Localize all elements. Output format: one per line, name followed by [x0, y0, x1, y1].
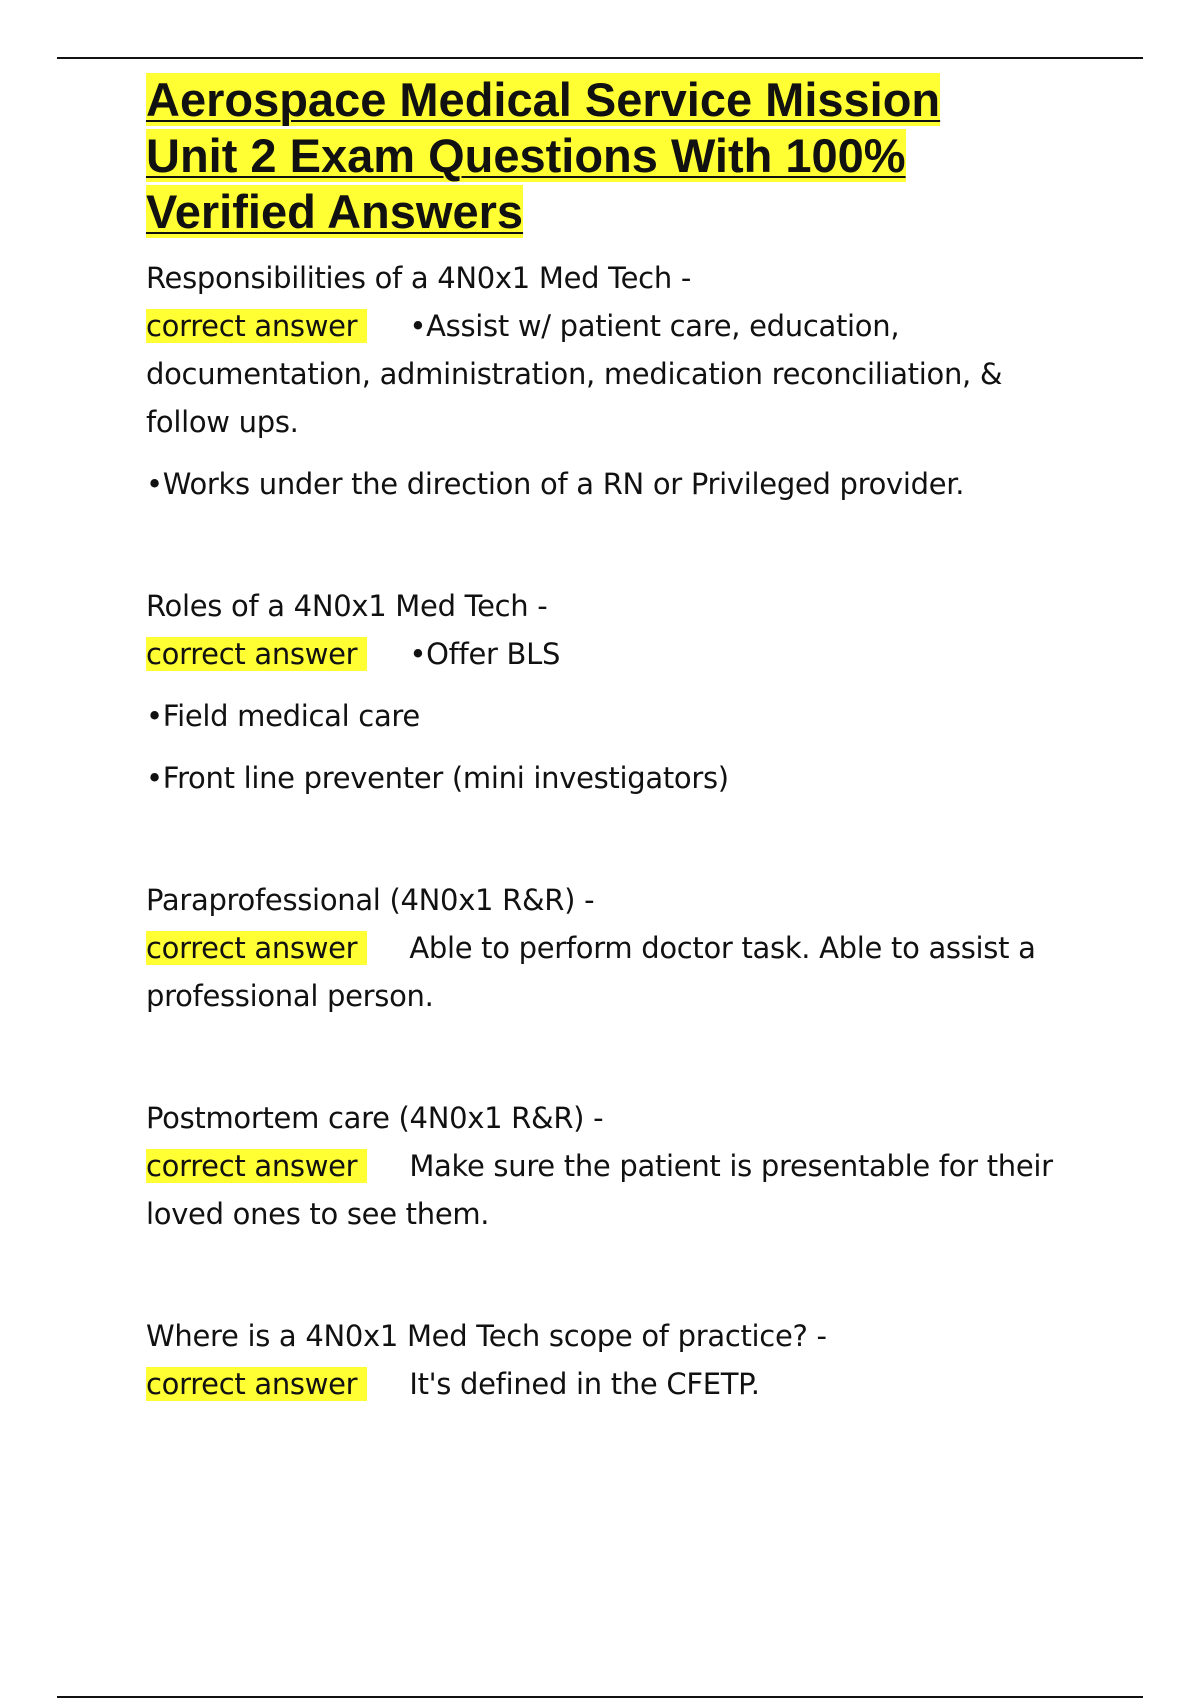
top-rule	[57, 57, 1143, 59]
correct-answer-label: correct answer	[146, 1367, 367, 1401]
qa-block-postmortem-care	[146, 1094, 1086, 1238]
answer-text: Make sure the patient is presentable for their loved ones to see them.	[146, 1149, 1053, 1231]
qa-block-paraprofessional	[146, 876, 1086, 1020]
question-text: Paraprofessional (4N0x1 R&R) -	[146, 883, 595, 917]
correct-answer-label: correct answer	[146, 1149, 367, 1183]
correct-answer-label: correct answer	[146, 637, 367, 671]
answer-text: Able to perform doctor task. Able to assist a professional person.	[146, 931, 1036, 1013]
title-line-1: Aerospace Medical Service Mission	[146, 73, 941, 126]
answer-text: •Assist w/ patient care, education, documentation, administration, medication reconciliation, & follow ups.	[146, 309, 1003, 439]
answer-bullet: •Works under the direction of a RN or Privileged provider.	[146, 467, 965, 501]
answer-line	[146, 302, 1086, 446]
answer-text: It's defined in the CFETP.	[409, 1367, 760, 1401]
answer-bullet: •Front line preventer (mini investigators)	[146, 761, 729, 795]
question-text: Where is a 4N0x1 Med Tech scope of practice? -	[146, 1319, 827, 1353]
answer-line	[146, 1142, 1086, 1238]
answer-bullet: •Field medical care	[146, 699, 420, 733]
qa-block-roles	[146, 582, 1086, 802]
title-line-3: Verified Answers	[146, 185, 524, 238]
answer-line	[146, 924, 1086, 1020]
answer-text: •Offer BLS	[409, 637, 561, 671]
question-text: Postmortem care (4N0x1 R&R) -	[146, 1101, 604, 1135]
answer-line	[146, 630, 1086, 678]
question-text: Responsibilities of a 4N0x1 Med Tech -	[146, 261, 691, 295]
question-text: Roles of a 4N0x1 Med Tech -	[146, 589, 548, 623]
document-title	[146, 72, 1086, 240]
correct-answer-label: correct answer	[146, 931, 367, 965]
bottom-rule	[57, 1696, 1143, 1698]
document-body	[146, 72, 1086, 1408]
answer-line	[146, 1360, 1086, 1408]
qa-block-scope-of-practice	[146, 1312, 1086, 1408]
title-line-2: Unit 2 Exam Questions With 100%	[146, 129, 906, 182]
qa-block-responsibilities	[146, 254, 1086, 508]
correct-answer-label: correct answer	[146, 309, 367, 343]
